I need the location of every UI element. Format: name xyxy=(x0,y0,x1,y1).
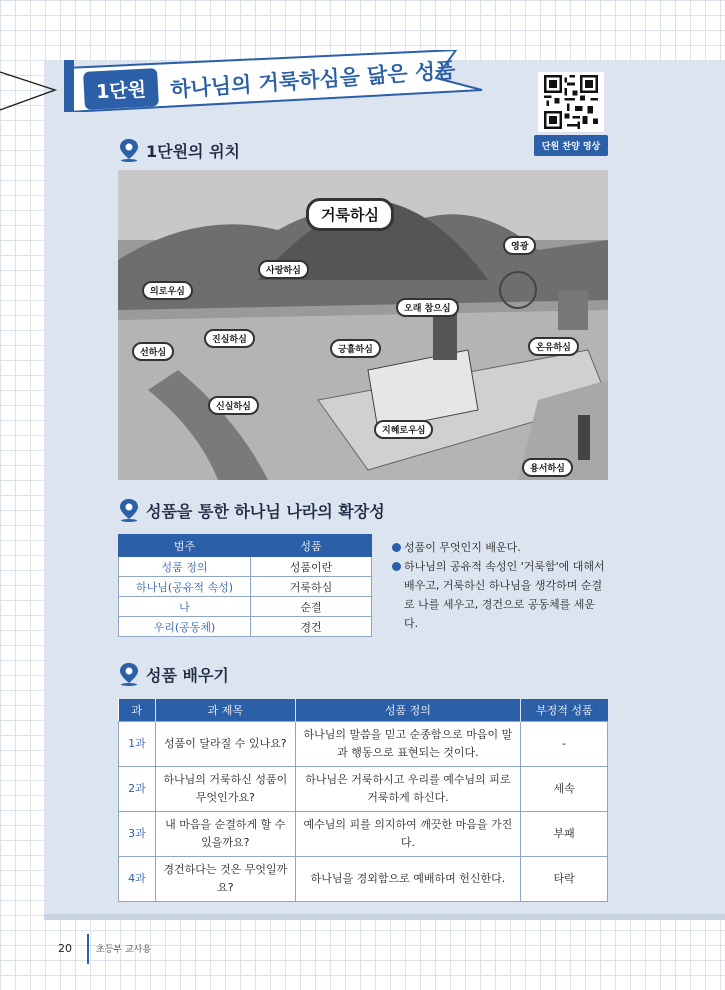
lesson-number: 4과 xyxy=(119,856,156,901)
unit-badge: 1단원 xyxy=(83,68,159,110)
section-title: 성품 배우기 xyxy=(146,665,229,685)
location-pin-icon xyxy=(118,662,140,686)
lesson-definition: 하나님은 거룩하시고 우리를 예수님의 피로 거룩하게 하신다. xyxy=(295,766,520,811)
category-cell: 우리(공동체) xyxy=(119,617,251,637)
location-pin-icon xyxy=(118,138,140,162)
lesson-title: 성품이 달라질 수 있나요? xyxy=(155,721,295,766)
map-label-6: 긍휼하심 xyxy=(330,339,381,358)
note-item: 하나님의 공유적 속성인 '거룩함'에 대해서 배우고, 거룩하신 하나님을 생각하며 순결로 나를 세우고, 경건으로 공동체를 세운다. xyxy=(392,557,608,633)
unit-title: 하나님의 거룩하심을 닮은 성품 xyxy=(169,58,457,102)
lesson-title: 하나님의 거룩하신 성품이 무엇인가요? xyxy=(155,766,295,811)
lesson-definition: 예수님의 피를 의지하여 깨끗한 마음을 가진다. xyxy=(295,811,520,856)
section-location-heading xyxy=(118,138,240,162)
column-header: 성품 정의 xyxy=(295,699,520,721)
map-label-10: 지혜로우심 xyxy=(374,420,433,439)
lesson-negative: 부패 xyxy=(521,811,608,856)
unit-map-illustration xyxy=(118,170,608,480)
footer-divider xyxy=(87,934,89,964)
section-expansion-heading xyxy=(118,498,385,522)
location-pin-icon xyxy=(118,498,140,522)
table-row xyxy=(119,811,608,856)
panel-shadow xyxy=(44,914,725,920)
column-header: 범주 xyxy=(119,535,251,557)
note-item: 성품이 무엇인지 배운다. xyxy=(392,538,608,557)
category-cell: 하나님(공유적 속성) xyxy=(119,577,251,597)
table-row xyxy=(119,557,372,577)
lesson-number: 3과 xyxy=(119,811,156,856)
lesson-definition: 하나님의 말씀을 믿고 순종함으로 마음이 말과 행동으로 표현되는 것이다. xyxy=(295,721,520,766)
map-label-main: 거룩하심 xyxy=(306,198,394,231)
lesson-definition: 하나님을 경외함으로 예배하며 헌신한다. xyxy=(295,856,520,901)
map-label-3: 의로우심 xyxy=(142,281,193,300)
lesson-title: 경건하다는 것은 무엇일까요? xyxy=(155,856,295,901)
trait-cell: 거룩하심 xyxy=(251,577,372,597)
map-label-4: 오래 참으심 xyxy=(396,298,459,317)
banner-string xyxy=(0,60,70,120)
lesson-negative: - xyxy=(521,721,608,766)
table-row xyxy=(119,597,372,617)
column-header: 부정적 성품 xyxy=(521,699,608,721)
qr-code-icon[interactable] xyxy=(538,72,604,132)
footer-label: 초등부 교사용 xyxy=(96,945,152,955)
column-header: 과 xyxy=(119,699,156,721)
map-label-7: 선하심 xyxy=(132,342,174,361)
table-row xyxy=(119,577,372,597)
table-row xyxy=(119,766,608,811)
section-title: 성품을 통한 하나님 나라의 확장성 xyxy=(146,501,385,521)
trait-cell: 성품이란 xyxy=(251,557,372,577)
table-row xyxy=(119,617,372,637)
page-number: 20 xyxy=(58,942,72,955)
section-learning-heading xyxy=(118,662,229,686)
trait-cell: 경건 xyxy=(251,617,372,637)
lessons-table xyxy=(118,699,608,902)
category-cell: 나 xyxy=(119,597,251,617)
column-header: 과 제목 xyxy=(155,699,295,721)
table-row xyxy=(119,856,608,901)
column-header: 성품 xyxy=(251,535,372,557)
map-label-5: 진실하심 xyxy=(204,329,255,348)
trait-cell: 순결 xyxy=(251,597,372,617)
map-label-1: 영광 xyxy=(503,236,536,255)
map-label-9: 신실하심 xyxy=(208,396,259,415)
lesson-number: 1과 xyxy=(119,721,156,766)
lesson-number: 2과 xyxy=(119,766,156,811)
expansion-notes xyxy=(392,538,608,633)
map-label-11: 용서하심 xyxy=(522,458,573,477)
map-label-2: 사랑하심 xyxy=(258,260,309,279)
lesson-negative: 타락 xyxy=(521,856,608,901)
qr-block[interactable] xyxy=(534,72,608,160)
character-category-table xyxy=(118,534,372,637)
section-title: 1단원의 위치 xyxy=(146,141,240,161)
lesson-negative: 세속 xyxy=(521,766,608,811)
category-cell: 성품 정의 xyxy=(119,557,251,577)
table-row xyxy=(119,721,608,766)
qr-caption: 단원 찬양 영상 xyxy=(534,135,608,156)
map-label-8: 온유하심 xyxy=(528,337,579,356)
lesson-title: 내 마음을 순결하게 할 수 있을까요? xyxy=(155,811,295,856)
